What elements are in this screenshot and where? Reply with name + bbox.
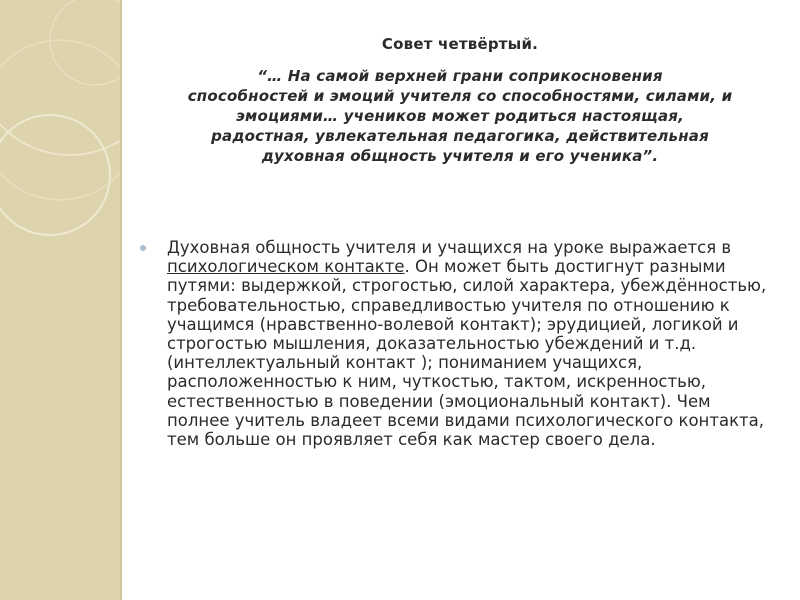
quote-line: радостная, увлекательная педагогика, действительная xyxy=(211,127,709,145)
bullet-text-start: Духовная общность учителя и учащихся на уроке выражается в xyxy=(167,238,732,257)
slide-heading xyxy=(140,34,780,166)
bullet-text-rest: . Он может быть достигнут разными путями: выдержкой, строгостью, силой характера, убеждённостью, требовательностью, справедливостью учителя по отношению к учащимся (нравственно-волевой контакт); эрудицией, логикой и строгостью мышления, доказательностью убеждений и т.д. (интеллектуальный контакт ); пониманием учащихся, расположенностью к ним, чуткостью, тактом, искренностью, естественностью в поведении (эмоциональный контакт). Чем полнее учитель владеет всеми видами психологического контакта, тем больше он проявляет себя как мастер своего дела. xyxy=(167,257,767,450)
bullet-dot-icon xyxy=(140,245,146,251)
left-decorative-panel xyxy=(0,0,120,600)
bullet-text xyxy=(167,238,767,449)
quote-line: эмоциями… учеников может родиться настоящая, xyxy=(235,107,685,125)
heading-quote xyxy=(140,66,780,166)
quote-line: способностей и эмоций учителя со способностями, силами, и xyxy=(187,87,733,105)
psychological-contact-link[interactable]: психологическом контакте xyxy=(167,257,405,277)
quote-line: духовная общность учителя и его ученика”. xyxy=(261,147,659,165)
decorative-circles-icon xyxy=(0,0,120,600)
quote-line: “… На самой верхней грани соприкосновения xyxy=(257,67,663,85)
panel-divider xyxy=(120,0,122,600)
heading-title: Совет четвёртый. xyxy=(381,35,539,53)
